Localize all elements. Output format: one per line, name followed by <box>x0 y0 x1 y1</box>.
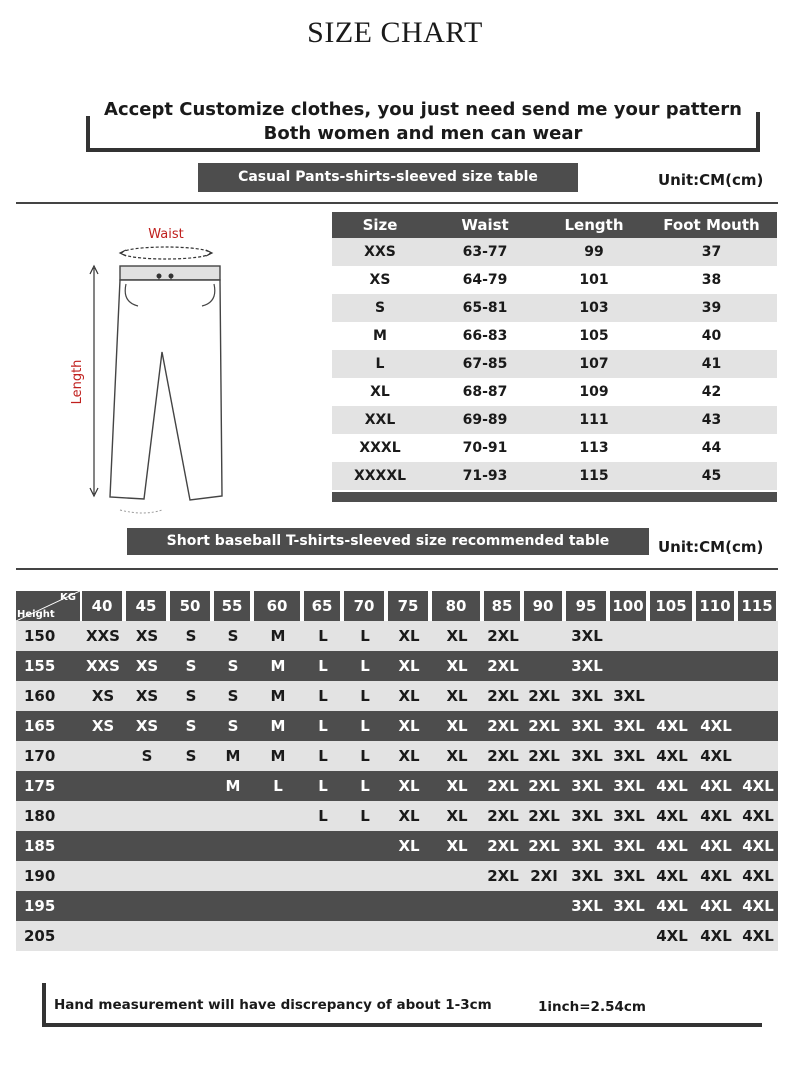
recommended-size-cell: XXS <box>86 657 120 675</box>
recommended-size-cell: S <box>141 747 153 765</box>
pants-table-row <box>332 322 777 350</box>
height-row <box>16 771 778 801</box>
recommended-size-cell: L <box>360 687 370 705</box>
recommended-size-cell: M <box>270 717 286 735</box>
recommended-size-cell: 3XL <box>571 687 603 705</box>
recommended-size-cell: XL <box>446 627 468 645</box>
pants-table-cell: XL <box>370 384 390 400</box>
recommended-size-cell: S <box>185 687 197 705</box>
recommended-size-cell: 4XL <box>656 837 688 855</box>
col-size: Size <box>362 216 398 234</box>
weight-header-cell: 40 <box>82 591 122 621</box>
recommended-size-cell: 3XL <box>571 807 603 825</box>
recommended-size-cell: S <box>185 627 197 645</box>
pants-table-cell: XXL <box>364 412 396 428</box>
recommended-size-cell: L <box>360 657 370 675</box>
banner-line-1: Accept Customize clothes, you just need send me your pattern <box>104 99 742 120</box>
recommended-size-cell: 4XL <box>656 807 688 825</box>
pants-table-cell: 103 <box>579 300 609 316</box>
pants-table-row <box>332 350 777 378</box>
pants-table-cell: S <box>374 300 386 316</box>
weight-header-cell: 115 <box>738 591 776 621</box>
recommended-size-cell: 4XL <box>700 777 732 795</box>
recommended-size-cell: 2XL <box>528 837 560 855</box>
recommended-size-cell: XL <box>446 777 468 795</box>
recommended-size-cell: XL <box>398 837 420 855</box>
recommended-size-cell: L <box>273 777 283 795</box>
pants-table-cell: 41 <box>701 356 722 372</box>
recommended-size-cell: 4XL <box>656 777 688 795</box>
recommended-size-cell: 3XL <box>571 837 603 855</box>
recommended-size-cell: 3XL <box>613 807 645 825</box>
recommended-size-cell: S <box>227 657 239 675</box>
pants-outline-icon <box>110 280 222 500</box>
recommended-size-cell: 2XL <box>487 657 519 675</box>
pants-table-cell: 99 <box>584 244 604 260</box>
recommended-size-cell: 3XL <box>613 717 645 735</box>
recommended-size-cell: XL <box>446 687 468 705</box>
pants-table-cell: 63-77 <box>462 244 508 260</box>
inch-conversion: 1inch=2.54cm <box>538 999 646 1015</box>
recommended-size-cell: L <box>318 687 328 705</box>
pants-table-header <box>332 212 777 238</box>
pants-table-footer <box>332 492 777 502</box>
recommended-size-cell: L <box>318 747 328 765</box>
pants-table-cell: 70-91 <box>462 440 508 456</box>
recommended-size-cell: S <box>185 717 197 735</box>
customize-banner <box>86 94 760 152</box>
recommended-size-cell: 3XL <box>571 657 603 675</box>
pants-table-cell: 44 <box>701 440 722 456</box>
height-cell: 195 <box>24 897 56 915</box>
recommended-size-cell: 2XL <box>487 627 519 645</box>
recommended-size-cell: L <box>318 627 328 645</box>
recommended-size-cell: M <box>225 777 241 795</box>
recommended-size-cell: XS <box>135 717 159 735</box>
section-divider <box>16 568 778 570</box>
recommended-size-cell: 4XL <box>700 837 732 855</box>
pants-unit: Unit:CM(cm) <box>658 171 764 189</box>
recommended-size-cell: L <box>318 657 328 675</box>
pants-table-cell: XXXXL <box>353 468 407 484</box>
weight-header-cell: 65 <box>304 591 340 621</box>
recommended-size-cell: 4XL <box>742 867 774 885</box>
banner-line-2: Both women and men can wear <box>263 123 583 144</box>
height-cell: 155 <box>24 657 56 675</box>
recommended-size-cell: 3XL <box>613 837 645 855</box>
pants-table-row <box>332 266 777 294</box>
recommended-size-cell: 4XL <box>656 897 688 915</box>
recommended-size-cell: 4XL <box>656 747 688 765</box>
pants-table-cell: 105 <box>579 328 609 344</box>
pants-table-cell: 66-83 <box>462 328 508 344</box>
recommended-size-cell: 4XL <box>656 717 688 735</box>
height-label: Height <box>17 609 55 620</box>
pants-table-row <box>332 294 777 322</box>
recommended-size-cell: XS <box>135 657 159 675</box>
pants-table-row <box>332 378 777 406</box>
page-title: SIZE CHART <box>307 16 483 49</box>
height-row <box>16 681 778 711</box>
recommended-size-cell: 2XL <box>528 777 560 795</box>
recommended-size-cell: 4XL <box>742 777 774 795</box>
recommended-size-cell: S <box>185 657 197 675</box>
pants-table-cell: 43 <box>701 412 722 428</box>
tshirt-section-label: Short baseball T-shirts-sleeved size recommended table <box>127 528 649 555</box>
recommended-size-cell: 3XL <box>613 687 645 705</box>
recommended-size-cell: S <box>227 687 239 705</box>
discrepancy-note: Hand measurement will have discrepancy of about 1-3cm <box>54 997 492 1013</box>
recommended-size-cell: XXS <box>86 627 120 645</box>
recommended-size-cell: M <box>270 687 286 705</box>
col-foot-mouth: Foot Mouth <box>663 216 760 234</box>
recommended-size-cell: L <box>318 717 328 735</box>
height-row <box>16 711 778 741</box>
pants-table-cell: 38 <box>701 272 722 288</box>
weight-header-cell: 45 <box>126 591 166 621</box>
recommended-size-cell: 4XL <box>656 927 688 945</box>
pants-table-cell: M <box>373 328 387 344</box>
recommended-size-cell: 3XL <box>613 747 645 765</box>
pants-table-cell: 115 <box>579 468 609 484</box>
recommended-size-cell: XL <box>398 777 420 795</box>
recommended-size-cell: 2XL <box>487 777 519 795</box>
height-row <box>16 861 778 891</box>
pants-table-cell: XS <box>369 272 391 288</box>
recommended-size-cell: 4XL <box>656 867 688 885</box>
recommended-size-cell: XS <box>91 717 115 735</box>
pants-table-cell: L <box>375 356 385 372</box>
recommended-size-cell: M <box>225 747 241 765</box>
recommended-size-cell: 2XL <box>528 717 560 735</box>
recommended-size-cell: XL <box>398 687 420 705</box>
weight-header-cell: 100 <box>610 591 646 621</box>
pants-table-row <box>332 238 777 266</box>
recommended-size-cell: 2XL <box>487 807 519 825</box>
pants-table-cell: 69-89 <box>462 412 508 428</box>
pants-table-cell: 65-81 <box>462 300 508 316</box>
height-cell: 160 <box>24 687 56 705</box>
height-row <box>16 741 778 771</box>
pants-diagram <box>64 222 244 522</box>
recommended-size-cell: XL <box>398 627 420 645</box>
weight-header-cell: 60 <box>254 591 300 621</box>
recommended-size-cell: M <box>270 747 286 765</box>
weight-header-cell: 85 <box>484 591 520 621</box>
weight-header-cell: 105 <box>650 591 692 621</box>
height-row <box>16 651 778 681</box>
recommended-size-cell: XL <box>446 717 468 735</box>
recommended-size-cell: XS <box>135 687 159 705</box>
recommended-size-cell: 4XL <box>700 747 732 765</box>
pants-table-row <box>332 462 777 490</box>
pants-table-cell: 39 <box>701 300 722 316</box>
weight-header-cell: 95 <box>566 591 606 621</box>
recommended-size-cell: 4XL <box>700 897 732 915</box>
pants-table-cell: 107 <box>579 356 609 372</box>
kg-label: KG <box>60 592 76 603</box>
recommended-size-cell: 3XL <box>571 747 603 765</box>
section-divider <box>16 202 778 204</box>
recommended-size-cell: L <box>318 777 328 795</box>
pants-table-cell: 71-93 <box>462 468 508 484</box>
pants-table-cell: 68-87 <box>462 384 508 400</box>
length-label: Length <box>70 359 85 405</box>
height-cell: 165 <box>24 717 56 735</box>
recommended-size-cell: L <box>360 627 370 645</box>
recommended-size-cell: 3XL <box>613 867 645 885</box>
recommended-size-cell: 2XL <box>487 837 519 855</box>
pants-table-cell: 64-79 <box>462 272 508 288</box>
weight-header-cell: 50 <box>170 591 210 621</box>
recommended-size-cell: L <box>360 747 370 765</box>
recommended-size-cell: 3XL <box>571 897 603 915</box>
pants-table-cell: 109 <box>579 384 609 400</box>
recommended-size-cell: 3XL <box>613 897 645 915</box>
recommended-size-cell: XL <box>398 747 420 765</box>
recommended-size-cell: XL <box>446 807 468 825</box>
height-cell: 150 <box>24 627 56 645</box>
weight-header-cell: 70 <box>344 591 384 621</box>
recommended-size-cell: L <box>360 717 370 735</box>
weight-header-row <box>16 591 778 621</box>
recommended-size-cell: XL <box>446 657 468 675</box>
pants-table-cell: XXS <box>364 244 396 260</box>
recommended-size-cell: 2XL <box>528 687 560 705</box>
recommended-size-cell: 2XL <box>487 747 519 765</box>
recommended-size-cell: 4XL <box>742 837 774 855</box>
pants-table-cell: 113 <box>579 440 609 456</box>
recommended-size-cell: S <box>227 717 239 735</box>
pants-table-cell: 101 <box>579 272 609 288</box>
recommended-size-cell: XL <box>398 717 420 735</box>
recommended-size-cell: L <box>318 807 328 825</box>
pants-table-cell: XXXL <box>359 440 401 456</box>
recommended-size-cell: M <box>270 657 286 675</box>
recommended-size-cell: 4XL <box>700 717 732 735</box>
pants-table-cell: 45 <box>701 468 722 484</box>
height-cell: 170 <box>24 747 56 765</box>
height-row <box>16 831 778 861</box>
height-cell: 180 <box>24 807 56 825</box>
height-row <box>16 801 778 831</box>
pants-table-row <box>332 406 777 434</box>
recommended-size-cell: 4XL <box>700 927 732 945</box>
pants-section-label: Casual Pants-shirts-sleeved size table <box>198 163 578 192</box>
pants-table-row <box>332 434 777 462</box>
weight-header-cell: 90 <box>524 591 562 621</box>
recommended-size-cell: 3XL <box>571 867 603 885</box>
recommended-size-cell: 3XL <box>571 627 603 645</box>
recommended-size-cell: L <box>360 777 370 795</box>
recommended-size-cell: XS <box>91 687 115 705</box>
tshirt-unit: Unit:CM(cm) <box>658 538 764 556</box>
recommended-size-cell: 2XL <box>528 807 560 825</box>
pants-table-cell: 37 <box>701 244 722 260</box>
recommended-size-cell: XL <box>446 837 468 855</box>
height-weight-table <box>16 591 778 951</box>
height-cell: 205 <box>24 927 56 945</box>
recommended-size-cell: 3XL <box>571 777 603 795</box>
weight-header-cell: 75 <box>388 591 428 621</box>
pants-table-cell: 40 <box>701 328 722 344</box>
weight-header-cell: 55 <box>214 591 250 621</box>
recommended-size-cell: 4XL <box>742 807 774 825</box>
recommended-size-cell: S <box>185 747 197 765</box>
recommended-size-cell: M <box>270 627 286 645</box>
height-row <box>16 891 778 921</box>
recommended-size-cell: L <box>360 807 370 825</box>
col-waist: Waist <box>461 216 509 234</box>
col-length: Length <box>564 216 624 234</box>
waist-measure-icon <box>122 247 210 259</box>
height-row <box>16 921 778 951</box>
recommended-size-cell: 2XL <box>487 717 519 735</box>
waist-label: Waist <box>148 227 184 242</box>
recommended-size-cell: 4XL <box>742 927 774 945</box>
pants-table-cell: 42 <box>701 384 722 400</box>
recommended-size-cell: 3XL <box>613 777 645 795</box>
recommended-size-cell: 2XL <box>487 687 519 705</box>
recommended-size-cell: XL <box>446 747 468 765</box>
recommended-size-cell: XL <box>398 657 420 675</box>
recommended-size-cell: 2XL <box>487 867 519 885</box>
pants-size-table <box>332 212 777 502</box>
height-cell: 185 <box>24 837 56 855</box>
recommended-size-cell: 4XL <box>700 867 732 885</box>
height-row <box>16 621 778 651</box>
height-cell: 190 <box>24 867 56 885</box>
table-corner <box>16 591 80 621</box>
height-cell: 175 <box>24 777 56 795</box>
pants-table-cell: 67-85 <box>462 356 508 372</box>
weight-header-cell: 110 <box>696 591 734 621</box>
recommended-size-cell: XS <box>135 627 159 645</box>
recommended-size-cell: 2XI <box>530 867 558 885</box>
pants-table-cell: 111 <box>579 412 609 428</box>
recommended-size-cell: 4XL <box>742 897 774 915</box>
recommended-size-cell: 3XL <box>571 717 603 735</box>
recommended-size-cell: 4XL <box>700 807 732 825</box>
recommended-size-cell: XL <box>398 807 420 825</box>
recommended-size-cell: 2XL <box>528 747 560 765</box>
weight-header-cell: 80 <box>432 591 480 621</box>
measurement-note <box>42 983 762 1027</box>
recommended-size-cell: S <box>227 627 239 645</box>
